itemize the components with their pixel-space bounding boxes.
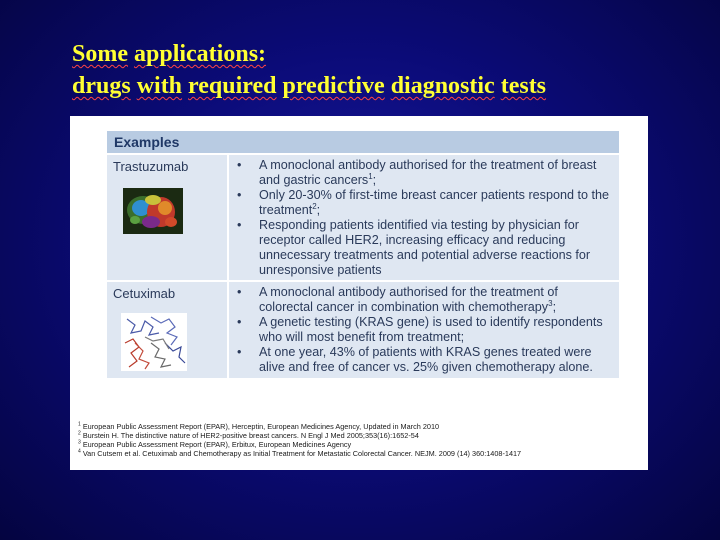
- title-word: Some: [72, 41, 128, 67]
- reference-number: 4: [78, 448, 81, 455]
- bullet-tail: ;: [316, 203, 321, 217]
- bullet-list: [229, 282, 619, 378]
- reference-item: [78, 422, 638, 431]
- reference-text: European Public Assessment Report (EPAR), Erbitux, European Medicines Agency: [82, 440, 352, 449]
- references: [78, 422, 638, 458]
- bullet-dot: •: [237, 158, 242, 172]
- reference-text: Burstein H. The distinctive nature of HER2-positive breast cancers. N Engl J Med 2005;353(16):1652-54: [82, 431, 419, 440]
- bullet-text: A monoclonal antibody authorised for the treatment of breast and gastric cancers: [259, 158, 597, 187]
- title-word: predictive: [282, 73, 385, 99]
- protein-structure-icon: [123, 188, 183, 234]
- list-item: [237, 158, 613, 188]
- reference-number: 3: [78, 439, 81, 446]
- bullet-dot: •: [237, 218, 242, 232]
- table-row: [107, 280, 619, 378]
- title-word: tests: [500, 73, 547, 99]
- examples-card: [70, 116, 648, 470]
- slide-title: [72, 38, 692, 102]
- reference-item: [78, 449, 638, 458]
- drug-cell: [107, 282, 229, 378]
- title-word: applications:: [134, 41, 267, 67]
- list-item: [237, 218, 613, 278]
- drug-name: Cetuximab: [113, 286, 176, 301]
- bullet-text: At one year, 43% of patients with KRAS genes treated were alive and free of cancer vs. 25% given chemotherapy alone.: [259, 345, 593, 374]
- footnote-ref: 1: [368, 171, 373, 181]
- bullet-dot: •: [237, 285, 242, 299]
- footnote-ref: 3: [548, 298, 553, 308]
- molecule-structure-icon: [121, 313, 187, 371]
- drug-cell: [107, 155, 229, 280]
- bullet-text: A monoclonal antibody authorised for the treatment of colorectal cancer in combination with chemotherapy: [259, 285, 558, 314]
- examples-table: [107, 131, 619, 378]
- bullet-text: A genetic testing (KRAS gene) is used to identify respondents who will most benefit from treatment;: [259, 315, 603, 344]
- list-item: [237, 315, 613, 345]
- title-line-2: [72, 70, 692, 102]
- reference-text: Van Cutsem et al. Cetuximab and Chemotherapy as Initial Treatment for Metastatic Colorectal Cancer. NEJM. 2009 (14) 360:1408-1417: [82, 449, 522, 458]
- list-item: [237, 285, 613, 315]
- bullet-tail: ;: [552, 300, 557, 314]
- reference-text: European Public Assessment Report (EPAR), Herceptin, European Medicines Agency, Updated in March 2010: [82, 422, 440, 431]
- bullet-dot: •: [237, 345, 242, 359]
- title-word: drugs: [72, 73, 131, 99]
- drug-name: Trastuzumab: [113, 159, 189, 174]
- reference-number: 2: [78, 430, 81, 437]
- footnote-ref: 2: [312, 201, 317, 211]
- bullet-text: Only 20-30% of first-time breast cancer patients respond to the treatment: [259, 188, 609, 217]
- reference-item: [78, 440, 638, 449]
- title-word: required: [188, 73, 277, 99]
- title-word: diagnostic: [390, 73, 495, 99]
- reference-number: 1: [78, 421, 81, 428]
- bullet-text: Responding patients identified via testing by physician for receptor called HER2, increasing efficacy and reducing unnecessary treatments and potential adverse reactions for unresponsive patients: [259, 218, 591, 277]
- list-item: [237, 345, 613, 375]
- bullet-dot: •: [237, 188, 242, 202]
- bullet-dot: •: [237, 315, 242, 329]
- bullet-list: [229, 155, 619, 280]
- table-header: Examples: [107, 131, 619, 153]
- title-word: with: [136, 73, 183, 99]
- list-item: [237, 188, 613, 218]
- reference-item: [78, 431, 638, 440]
- table-row: [107, 153, 619, 280]
- title-line-1: [72, 38, 692, 70]
- bullet-tail: ;: [372, 173, 377, 187]
